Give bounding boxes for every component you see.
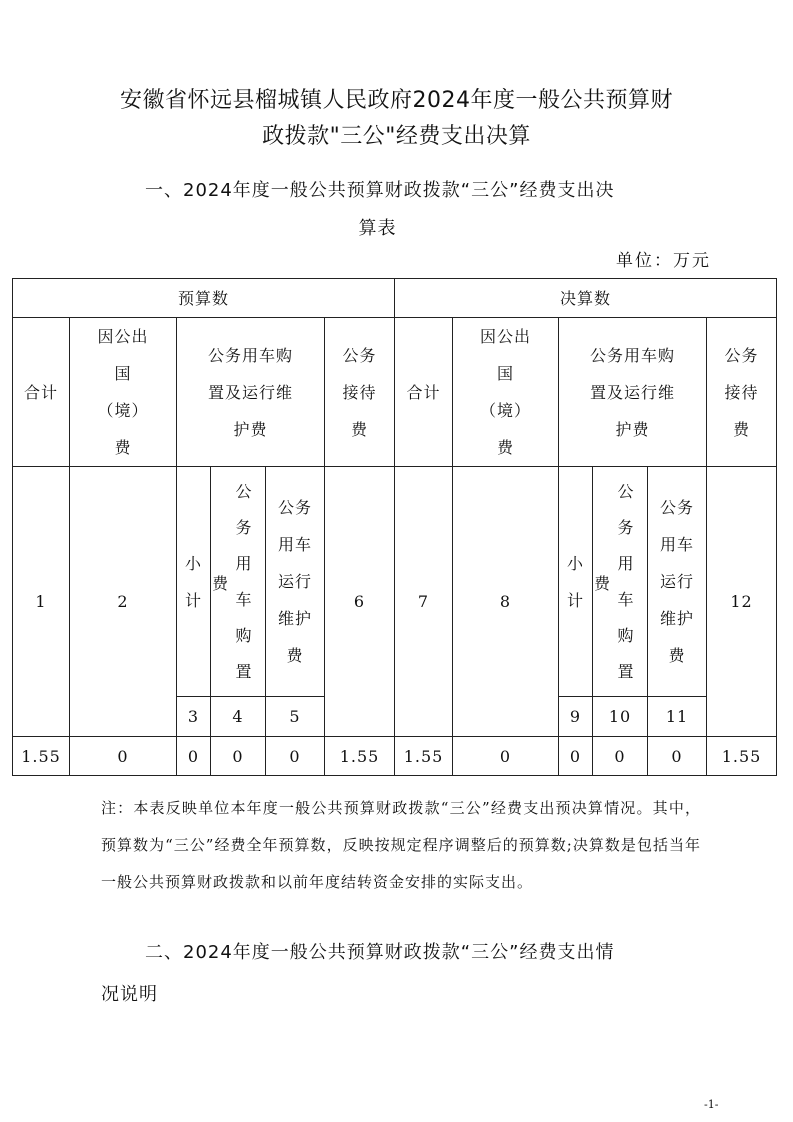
col-number-1: 1 [13, 467, 70, 737]
col-number-8: 8 [453, 467, 559, 737]
final-abroad-header: 因公出 国 （境） 费 [453, 318, 559, 467]
page-number: -1- [704, 1098, 719, 1111]
section2-heading [101, 932, 701, 1016]
final-purchase-header: 费 公 务 用 车 购 置 [593, 467, 648, 697]
value-final-vehicle-purchase: 0 [593, 737, 648, 776]
document-title-line2: 政拨款"三公"经费支出决算 [262, 124, 531, 149]
value-final-abroad: 0 [453, 737, 559, 776]
col-number-5: 5 [266, 697, 325, 737]
section1-heading-line2: 算表 [358, 218, 397, 239]
document-title-line1: 安徽省怀远县榴城镇人民政府2024年度一般公共预算财 [120, 88, 673, 113]
value-final-total: 1.55 [395, 737, 453, 776]
budget-purchase-header: 费 公 务 用 车 购 置 [211, 467, 266, 697]
final-header: 决算数 [395, 279, 777, 318]
value-budget-reception: 1.55 [325, 737, 395, 776]
col-number-7: 7 [395, 467, 453, 737]
col-number-6: 6 [325, 467, 395, 737]
budget-header: 预算数 [13, 279, 395, 318]
col-number-2: 2 [70, 467, 177, 737]
final-vehicle-header: 公务用车购 置及运行维 护费 [559, 318, 707, 467]
budget-operation-header: 公务 用车 运行 维护 费 [266, 467, 325, 697]
col-number-3: 3 [177, 697, 211, 737]
value-final-reception: 1.55 [707, 737, 777, 776]
three-expenses-table [12, 278, 777, 776]
section1-heading-line1: 一、2024年度一般公共预算财政拨款“三公”经费支出决 [145, 180, 615, 201]
budget-total-header: 合计 [13, 318, 70, 467]
value-budget-vehicle-operation: 0 [266, 737, 325, 776]
col-number-12: 12 [707, 467, 777, 737]
budget-reception-header: 公务 接待 费 [325, 318, 395, 467]
col-number-11: 11 [648, 697, 707, 737]
table-note: 注：本表反映单位本年度一般公共预算财政拨款“三公”经费支出预决算情况。其中，预算数为“三公”经费全年预算数，反映按规定程序调整后的预算数;决算数是包括当年一般公共预算财政拨款和以前年度结转资金安排的实际支出。 [101, 799, 701, 891]
col-number-10: 10 [593, 697, 648, 737]
section2-heading-line2: 况说明 [101, 984, 158, 1005]
final-total-header: 合计 [395, 318, 453, 467]
budget-abroad-header: 因公出 国 （境） 费 [70, 318, 177, 467]
value-final-vehicle-subtotal: 0 [559, 737, 593, 776]
value-budget-vehicle-purchase: 0 [211, 737, 266, 776]
budget-subtotal-header: 小 计 [177, 467, 211, 697]
section1-heading [145, 172, 705, 248]
final-operation-header: 公务 用车 运行 维护 费 [648, 467, 707, 697]
col-number-4: 4 [211, 697, 266, 737]
budget-vehicle-header: 公务用车购 置及运行维 护费 [177, 318, 325, 467]
value-budget-total: 1.55 [13, 737, 70, 776]
final-subtotal-header: 小 计 [559, 467, 593, 697]
value-budget-vehicle-subtotal: 0 [177, 737, 211, 776]
unit-label: 单位：万元 [616, 251, 711, 271]
final-reception-header: 公务 接待 费 [707, 318, 777, 467]
section2-heading-line1: 二、2024年度一般公共预算财政拨款“三公”经费支出情 [145, 942, 615, 963]
value-final-vehicle-operation: 0 [648, 737, 707, 776]
col-number-9: 9 [559, 697, 593, 737]
value-budget-abroad: 0 [70, 737, 177, 776]
